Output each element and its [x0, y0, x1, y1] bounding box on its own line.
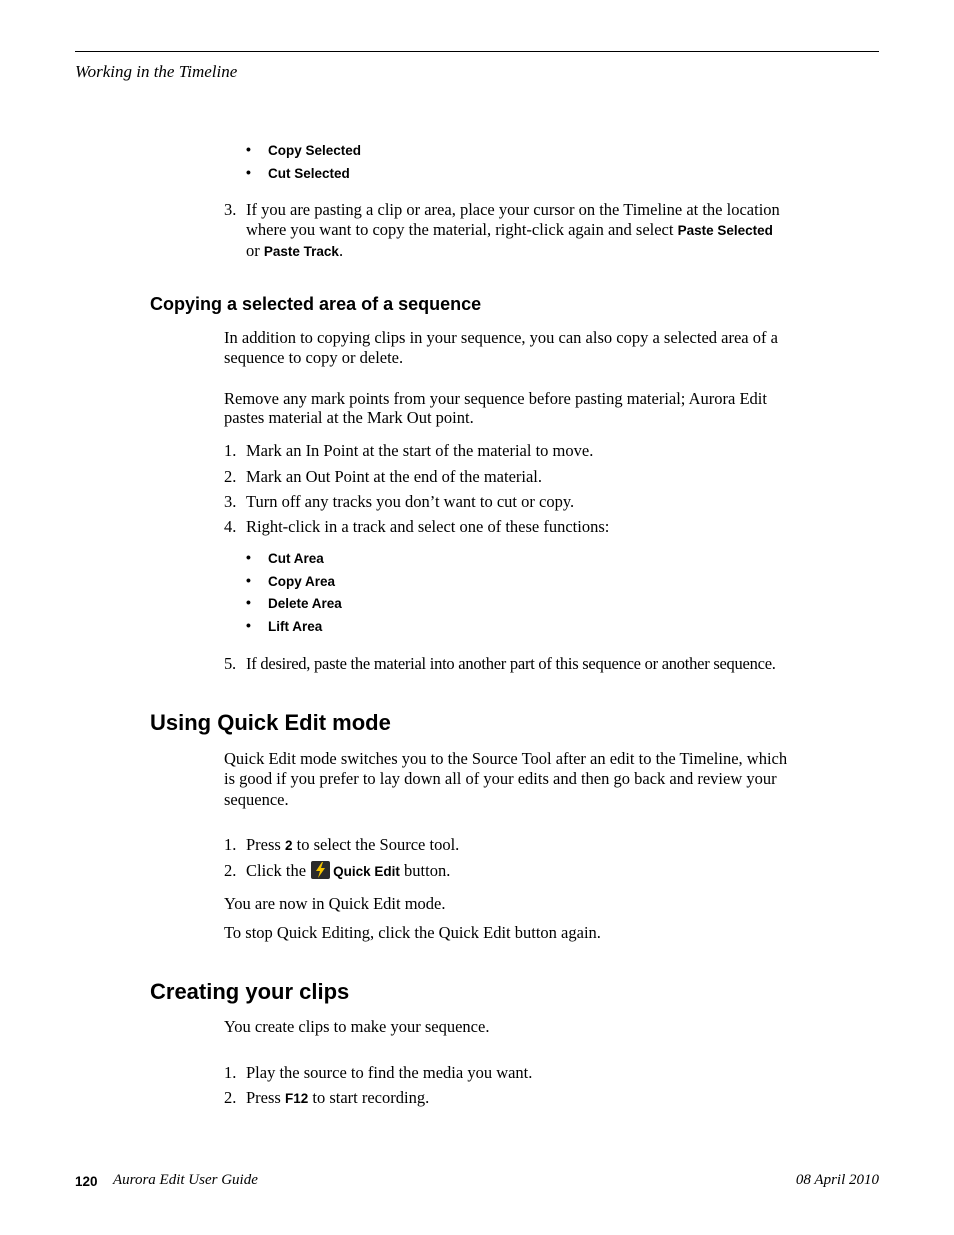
step-number: 1. — [224, 835, 237, 854]
key-2: 2 — [284, 838, 293, 853]
footer-date: 08 April 2010 — [795, 1172, 879, 1188]
step-text: Play the source to find the media you want. — [246, 1063, 533, 1082]
step-text: Press — [246, 1088, 285, 1107]
running-head: Working in the Timeline — [75, 62, 238, 81]
step-number: 5. — [224, 654, 236, 673]
key-f12: F12 — [284, 1091, 309, 1106]
page-number: 120 — [75, 1174, 98, 1189]
list-item — [224, 1088, 429, 1109]
list-item — [224, 441, 593, 461]
clips-para: You create clips to make your sequence. — [224, 1017, 490, 1036]
paste-track-label: Paste Track — [263, 244, 339, 259]
bullet-cut-selected: Cut Selected — [268, 166, 350, 181]
copy-para1-line1: In addition to copying clips in your sequence, you can also copy a selected area of a — [224, 328, 778, 347]
quick-note-1: You are now in Quick Edit mode. — [224, 894, 446, 913]
step-text: Mark an In Point at the start of the material to move. — [246, 441, 594, 460]
list-item — [224, 492, 574, 512]
section-heading-copying: Copying a selected area of a sequence — [150, 294, 482, 314]
quick-para-line1: Quick Edit mode switches you to the Source Tool after an edit to the Timeline, which — [224, 749, 788, 768]
copy-para2-line1: Remove any mark points from your sequence before pasting material; Aurora Edit — [224, 389, 767, 408]
step-number: 1. — [224, 1063, 237, 1082]
step-number: 3. — [224, 200, 237, 219]
header-rule — [75, 51, 879, 52]
step3-line1: If you are pasting a clip or area, place your cursor on the Timeline at the location — [246, 200, 780, 219]
section-heading-quick-edit: Using Quick Edit mode — [150, 710, 391, 735]
bullet-dot: • — [246, 594, 251, 610]
step-text: If desired, paste the material into another part of this sequence or another sequence. — [246, 654, 776, 673]
step-number: 3. — [224, 492, 237, 511]
footer-guide-title: Aurora Edit User Guide — [113, 1172, 258, 1188]
bullet-copy-selected: Copy Selected — [268, 143, 362, 158]
bullet-copy-area: Copy Area — [268, 574, 336, 589]
list-item — [224, 1063, 532, 1083]
step3-line2-text: where you want to copy the material, right-click again and select — [246, 220, 678, 239]
bullet-dot: • — [246, 572, 251, 588]
lightning-bolt-icon — [311, 861, 330, 879]
bullet-dot: • — [246, 164, 251, 180]
step-number: 2. — [224, 467, 237, 486]
quick-para-line3: sequence. — [224, 790, 289, 809]
bullet-dot: • — [246, 617, 251, 633]
step-number: 2. — [224, 861, 237, 880]
bullet-cut-area: Cut Area — [268, 551, 324, 566]
step-number: 4. — [224, 517, 237, 536]
step3-line3-end: . — [338, 241, 344, 260]
step3-line3 — [246, 241, 343, 262]
step-text: Click the — [246, 861, 311, 880]
step-text-end: to start recording. — [308, 1088, 430, 1107]
list-item — [224, 654, 776, 674]
step-text: Mark an Out Point at the end of the material. — [246, 467, 543, 486]
list-item — [224, 861, 450, 882]
bullet-dot: • — [246, 549, 251, 565]
bullet-lift-area: Lift Area — [268, 619, 323, 634]
step-text-end: button. — [399, 861, 451, 880]
paste-selected-label: Paste Selected — [677, 223, 773, 238]
quick-para-line2: is good if you prefer to lay down all of your edits and then go back and review your — [224, 769, 777, 788]
step-number: 2. — [224, 1088, 237, 1107]
quick-edit-button-label: Quick Edit — [333, 864, 400, 879]
step-number: 1. — [224, 441, 237, 460]
step-text: Press — [246, 835, 285, 854]
bullet-dot: • — [246, 141, 251, 157]
list-item — [224, 517, 609, 537]
list-item — [224, 835, 459, 856]
step3-line3-text: or — [246, 241, 264, 260]
step-text-end: to select the Source tool. — [292, 835, 460, 854]
copy-para2-line2: pastes material at the Mark Out point. — [224, 408, 474, 427]
step3-line2 — [246, 220, 773, 241]
section-heading-creating-clips: Creating your clips — [150, 979, 350, 1004]
quick-note-2: To stop Quick Editing, click the Quick Edit button again. — [224, 923, 601, 942]
step-text: Turn off any tracks you don’t want to cut or copy. — [246, 492, 575, 511]
step-text: Right-click in a track and select one of these functions: — [246, 517, 610, 536]
copy-para1-line2: sequence to copy or delete. — [224, 348, 404, 367]
list-item — [224, 467, 542, 487]
bullet-delete-area: Delete Area — [268, 596, 342, 611]
